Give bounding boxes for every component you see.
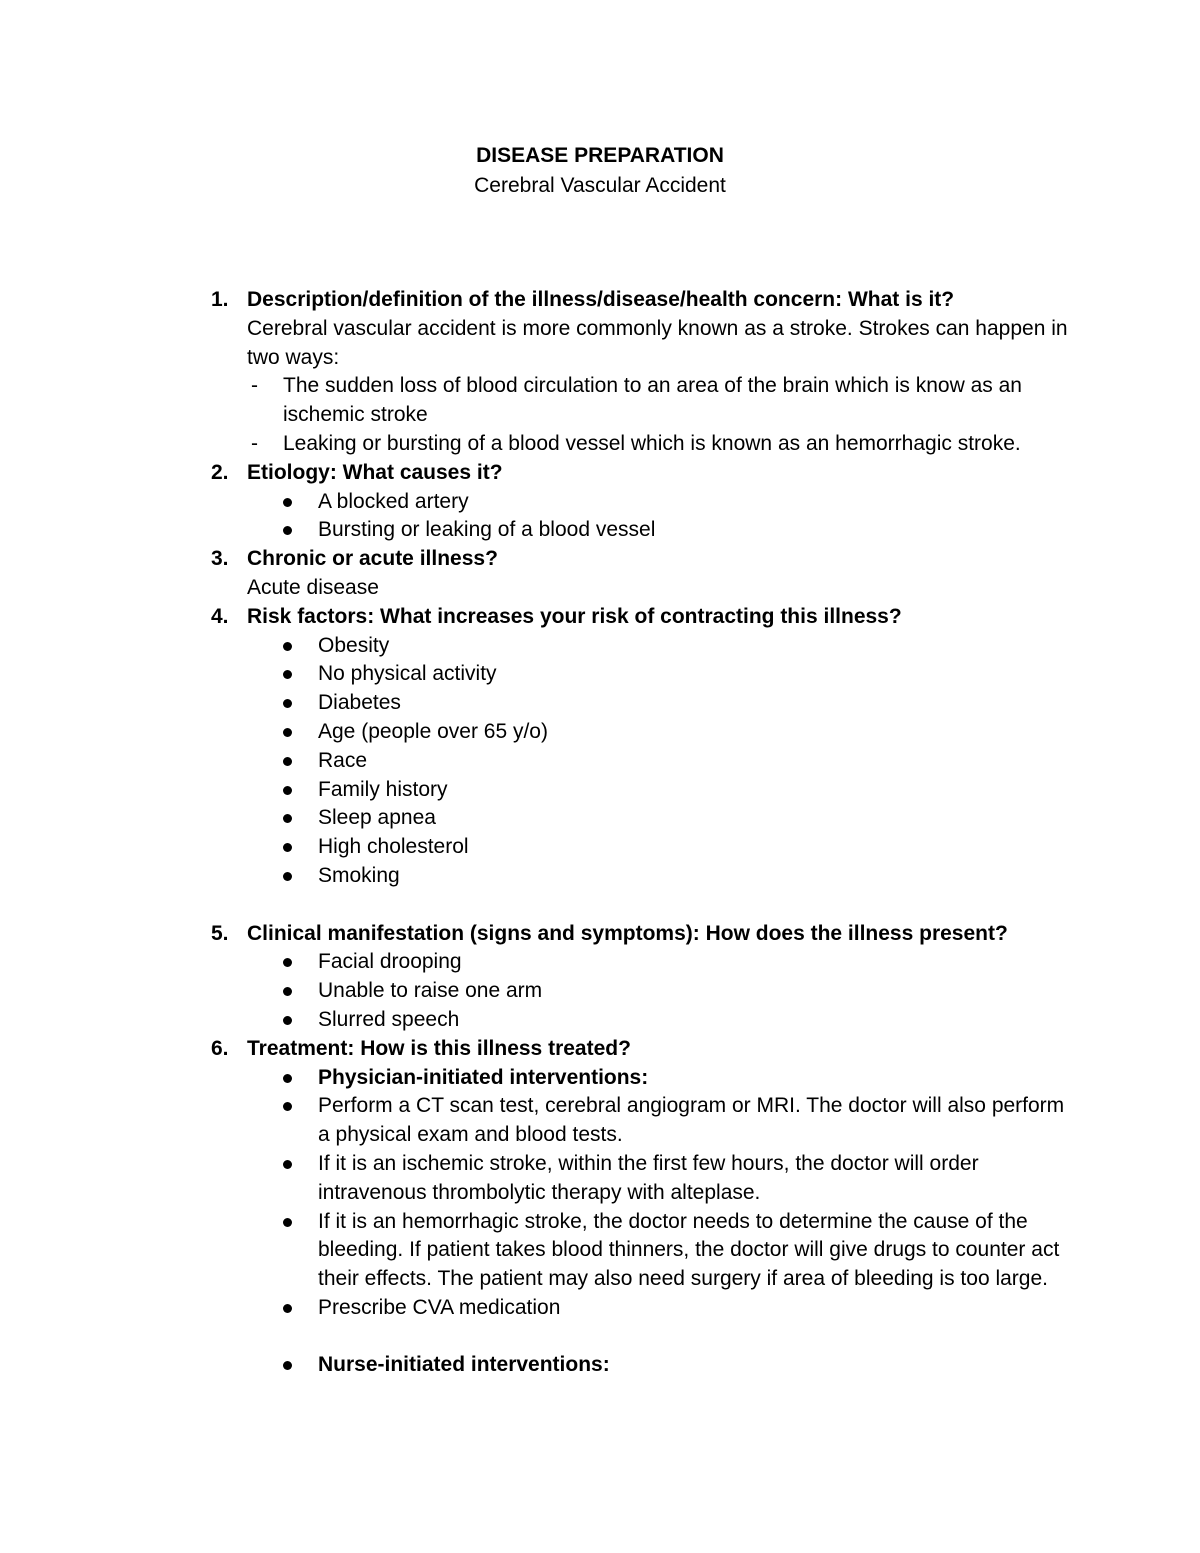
bullet-text: Prescribe CVA medication	[318, 1295, 561, 1319]
bullet-icon	[283, 814, 292, 823]
bullet-list-item	[0, 516, 1200, 545]
bullet-icon	[283, 526, 292, 535]
bullet-list-item	[0, 804, 1200, 833]
bullet-icon	[283, 1102, 292, 1111]
bullet-list-item	[0, 862, 1200, 891]
bullet-list-item	[0, 776, 1200, 805]
bullet-list-item	[0, 747, 1200, 776]
blank-line	[0, 891, 1200, 920]
section-question: Chronic or acute illness?	[247, 547, 498, 571]
bullet-icon	[283, 958, 292, 967]
bullet-icon	[283, 1160, 292, 1169]
bullet-icon	[283, 498, 292, 507]
section-3-answer: Acute disease	[247, 575, 379, 599]
document-body	[0, 286, 1200, 1380]
title-block	[0, 142, 1200, 201]
bullet-icon	[283, 642, 292, 651]
bullet-list-item	[0, 1006, 1200, 1035]
bullet-list-item	[0, 632, 1200, 661]
section-question: Description/definition of the illness/disease/health concern: What is it?	[247, 288, 955, 311]
dash-item-text: Leaking or bursting of a blood vessel which is known as an hemorrhagic stroke.	[283, 431, 1021, 455]
bullet-icon	[283, 1304, 292, 1313]
section-number: 3.	[211, 547, 229, 571]
bullet-text: Unable to raise one arm	[318, 979, 543, 1003]
section-number: 2.	[211, 460, 229, 484]
bullet-icon	[283, 786, 292, 795]
bullet-list-item	[0, 689, 1200, 718]
dash-item-text: The sudden loss of blood circulation to an area of the brain which is know as an ischemic stroke	[283, 374, 1022, 427]
section-question: Etiology: What causes it?	[247, 460, 503, 484]
bullet-text: A blocked artery	[318, 489, 469, 513]
bullet-text: No physical activity	[318, 662, 497, 686]
dash-marker: -	[251, 374, 258, 398]
section-number: 5.	[211, 921, 229, 945]
bullet-text: Sleep apnea	[318, 806, 436, 830]
bullet-text: Age (people over 65 y/o)	[318, 719, 548, 743]
section-2-heading	[0, 459, 1200, 488]
bullet-icon	[283, 1361, 292, 1370]
bullet-list-item	[0, 1208, 1200, 1294]
dash-list-item	[0, 372, 1200, 430]
bullet-list-item	[0, 1351, 1200, 1380]
bullet-icon	[283, 757, 292, 766]
bullet-text: Slurred speech	[318, 1007, 460, 1031]
bullet-list-item	[0, 833, 1200, 862]
bullet-list-item	[0, 1064, 1200, 1093]
bullet-text: Obesity	[318, 633, 390, 657]
section-question: Clinical manifestation (signs and symptoms): How does the illness present?	[247, 921, 1008, 945]
bullet-icon	[283, 699, 292, 708]
dash-list-item	[0, 430, 1200, 459]
bullet-list-item	[0, 948, 1200, 977]
bullet-text: Physician-initiated interventions:	[318, 1065, 649, 1089]
dash-marker: -	[251, 431, 258, 455]
section-5-heading	[0, 920, 1200, 949]
bullet-list-item	[0, 718, 1200, 747]
bullet-icon	[283, 843, 292, 852]
bullet-icon	[283, 987, 292, 996]
section-number: 4.	[211, 604, 229, 628]
bullet-list-item	[0, 488, 1200, 517]
section-question: Risk factors: What increases your risk of contracting this illness?	[247, 604, 902, 628]
bullet-text: If it is an hemorrhagic stroke, the doctor needs to determine the cause of the bleeding. If patient takes blood thinners, the doctor will give drugs to counter act their effects. The patient may also need surgery if area of bleeding is too large.	[318, 1209, 1060, 1291]
section-4-heading	[0, 603, 1200, 632]
section-1-heading	[0, 286, 1200, 315]
bullet-icon	[283, 1218, 292, 1227]
bullet-text: Race	[318, 748, 368, 772]
bullet-text: If it is an ischemic stroke, within the first few hours, the doctor will order intravenous thrombolytic therapy with alteplase.	[318, 1151, 979, 1204]
section-number: 1.	[211, 288, 229, 311]
bullet-list-item	[0, 1092, 1200, 1150]
bullet-icon	[283, 670, 292, 679]
section-6-heading	[0, 1035, 1200, 1064]
section-number: 6.	[211, 1036, 229, 1060]
blank-line	[0, 1323, 1200, 1352]
section-3-heading	[0, 545, 1200, 574]
bullet-icon	[283, 728, 292, 737]
bullet-icon	[283, 1016, 292, 1025]
document-title: DISEASE PREPARATION	[476, 144, 724, 167]
bullet-list-item	[0, 1150, 1200, 1208]
bullet-text: Nurse-initiated interventions:	[318, 1353, 610, 1377]
bullet-text: Facial drooping	[318, 950, 462, 974]
bullet-list-item	[0, 1294, 1200, 1323]
bullet-icon	[283, 872, 292, 881]
bullet-text: Perform a CT scan test, cerebral angiogram or MRI. The doctor will also perform a physical exam and blood tests.	[318, 1094, 1065, 1147]
document-subtitle: Cerebral Vascular Accident	[474, 173, 726, 197]
bullet-icon	[283, 1074, 292, 1083]
bullet-text: Family history	[318, 777, 448, 801]
bullet-text: Bursting or leaking of a blood vessel	[318, 518, 656, 542]
bullet-text: Smoking	[318, 863, 400, 887]
bullet-text: Diabetes	[318, 691, 401, 715]
bullet-list-item	[0, 977, 1200, 1006]
section-question: Treatment: How is this illness treated?	[247, 1036, 631, 1060]
bullet-text: High cholesterol	[318, 835, 469, 859]
bullet-list-item	[0, 660, 1200, 689]
section-1-answer: Cerebral vascular accident is more commonly known as a stroke. Strokes can happen in two ways:	[247, 316, 1068, 369]
